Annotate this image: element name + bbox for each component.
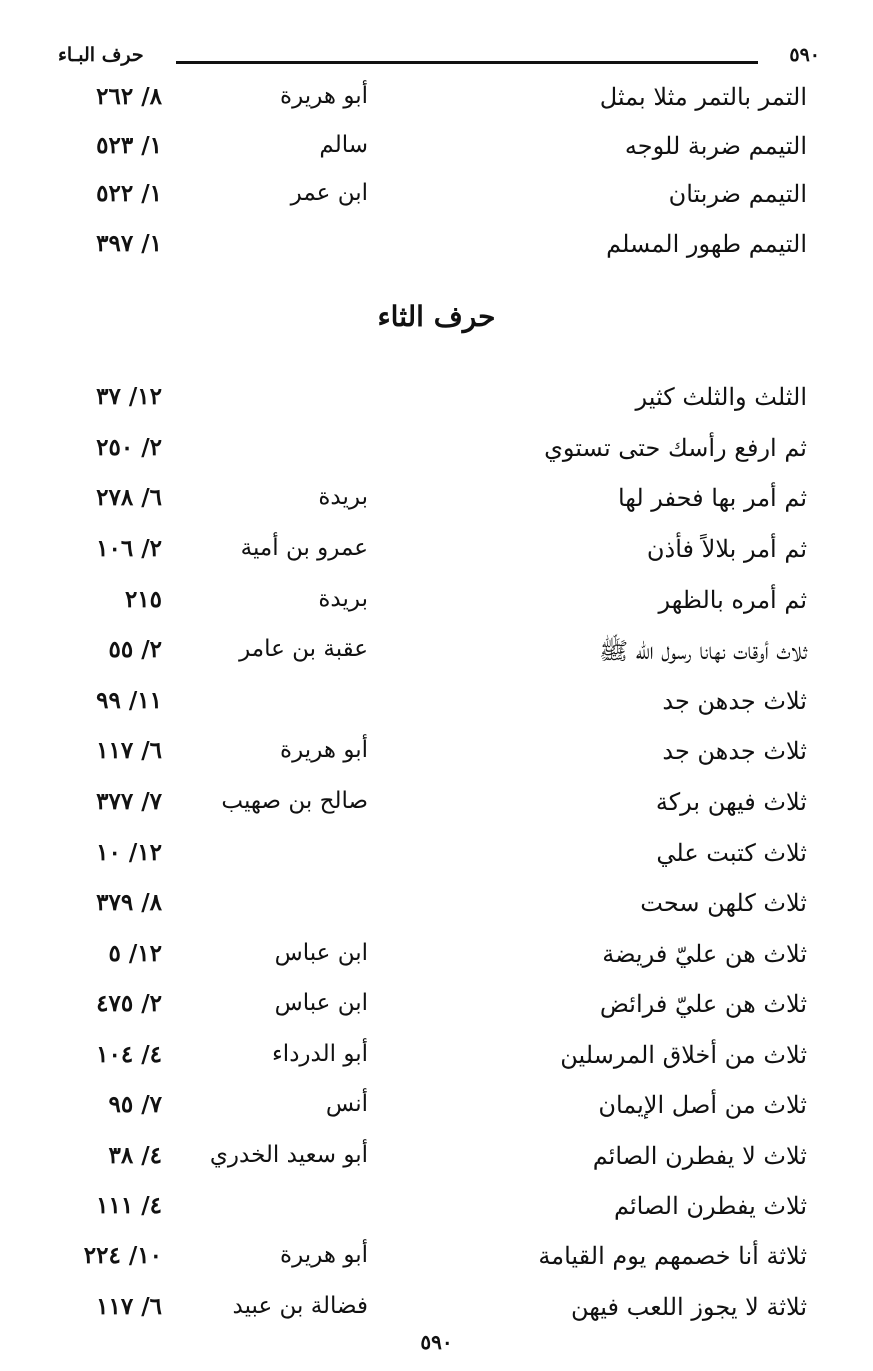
- narrator: أبو سعيد الخدري: [209, 1142, 368, 1168]
- volume-page-ref: ٢/ ٤٧٥: [96, 990, 162, 1017]
- hadith-text: ثلاث كتبت علي: [656, 839, 807, 867]
- index-row: [0, 889, 873, 929]
- running-header: [58, 44, 820, 74]
- section-heading: حرف الثاء: [377, 300, 496, 333]
- hadith-text: ثلاث جدهن جد: [662, 687, 807, 715]
- volume-page-ref: ١١/ ٩٩: [96, 687, 162, 714]
- hadith-text: ثم أمره بالظهر: [658, 586, 807, 614]
- volume-page-ref: ٤/ ١١١: [96, 1192, 162, 1219]
- volume-page-ref: ٢/ ٥٥: [108, 636, 162, 663]
- hadith-text: الثلث والثلث كثير: [635, 383, 807, 411]
- volume-page-ref: ٨/ ٢٦٢: [96, 83, 162, 110]
- hadith-text: ثلاث هن عليّ فريضة: [602, 940, 807, 968]
- narrator: عمرو بن أمية: [240, 535, 368, 561]
- volume-page-ref: ٨/ ٣٧٩: [96, 889, 162, 916]
- index-row: [0, 788, 873, 828]
- index-row: [0, 535, 873, 575]
- index-row: [0, 1091, 873, 1131]
- narrator: سالم: [319, 132, 368, 158]
- index-row: [0, 737, 873, 777]
- index-row: [0, 230, 873, 270]
- index-row: [0, 990, 873, 1030]
- narrator: أنس: [325, 1091, 368, 1117]
- volume-page-ref: ٧/ ٩٥: [108, 1091, 162, 1118]
- hadith-text: ثلاث كلهن سحت: [640, 889, 807, 917]
- hadith-text: ثلاثة لا يجوز اللعب فيهن: [570, 1293, 807, 1321]
- index-row: [0, 940, 873, 980]
- header-page-number: ٥٩٠: [789, 44, 820, 66]
- narrator: أبو هريرة: [280, 83, 368, 109]
- hadith-text: ثم أمر بها فحفر لها: [617, 484, 807, 512]
- volume-page-ref: ٤/ ٣٨: [108, 1142, 162, 1169]
- index-row: [0, 434, 873, 474]
- volume-page-ref: ١/ ٥٢٢: [96, 180, 162, 207]
- index-row: [0, 586, 873, 626]
- volume-page-ref: ٦/ ١١٧: [96, 1293, 162, 1320]
- narrator: ابن عمر: [290, 180, 368, 206]
- index-row: [0, 1142, 873, 1182]
- hadith-text: التيمم ضربة للوجه: [624, 132, 807, 160]
- hadith-text: ثم ارفع رأسك حتى تستوي: [544, 434, 807, 462]
- hadith-text: ثلاثة أنا خصمهم يوم القيامة: [538, 1242, 807, 1270]
- index-row: [0, 1192, 873, 1232]
- narrator: فضالة بن عبيد: [232, 1293, 368, 1319]
- volume-page-ref: ١٢/ ٣٧: [96, 383, 162, 410]
- volume-page-ref: ٢/ ٢٥٠: [96, 434, 162, 461]
- header-section-name: حرف البـاء: [58, 44, 144, 66]
- hadith-text: ثلاث هن عليّ فرائض: [599, 990, 807, 1018]
- hadith-text: ثلاث جدهن جد: [662, 737, 807, 765]
- volume-page-ref: ٧/ ٣٧٧: [96, 788, 162, 815]
- hadith-text: التيمم ضربتان: [668, 180, 807, 208]
- volume-page-ref: ٢/ ١٠٦: [96, 535, 162, 562]
- narrator: ابن عباس: [274, 940, 368, 966]
- index-row: [0, 1041, 873, 1081]
- volume-page-ref: ١/ ٥٢٣: [96, 132, 162, 159]
- hadith-text: ثلاث يفطرن الصائم: [614, 1192, 807, 1220]
- index-row: [0, 83, 873, 123]
- index-row: [0, 132, 873, 172]
- narrator: بريدة: [318, 586, 368, 612]
- hadith-text: ثلاث أوقات نهانا رسول الله ﷺ: [599, 637, 807, 665]
- index-row: [0, 383, 873, 423]
- volume-page-ref: ٦/ ١١٧: [96, 737, 162, 764]
- header-rule: [176, 61, 758, 64]
- hadith-text: ثم أمر بلالاً فأذن: [646, 535, 807, 563]
- volume-page-ref: ١٢/ ١٠: [96, 839, 162, 866]
- index-row: [0, 636, 873, 676]
- narrator: أبو هريرة: [280, 737, 368, 763]
- index-row: [0, 484, 873, 524]
- hadith-text: ثلاث من أخلاق المرسلين: [560, 1041, 807, 1069]
- hadith-text: التيمم طهور المسلم: [606, 230, 807, 258]
- index-row: [0, 180, 873, 220]
- footer-page-number: ٥٩٠: [420, 1330, 453, 1354]
- index-row: [0, 1242, 873, 1282]
- volume-page-ref: ٦/ ٢٧٨: [96, 484, 162, 511]
- volume-page-ref: ٢١٥: [124, 586, 162, 613]
- narrator: عقبة بن عامر: [239, 636, 368, 662]
- narrator: صالح بن صهيب: [221, 788, 368, 814]
- narrator: أبو هريرة: [280, 1242, 368, 1268]
- volume-page-ref: ١٢/ ٥: [108, 940, 162, 967]
- volume-page-ref: ٤/ ١٠٤: [96, 1041, 162, 1068]
- narrator: ابن عباس: [274, 990, 368, 1016]
- hadith-text: ثلاث فيهن بركة: [655, 788, 807, 816]
- index-row: [0, 687, 873, 727]
- narrator: بريدة: [318, 484, 368, 510]
- hadith-text: ثلاث من أصل الإيمان: [598, 1091, 807, 1119]
- hadith-text: ثلاث لا يفطرن الصائم: [592, 1142, 807, 1170]
- hadith-text: التمر بالتمر مثلا بمثل: [599, 83, 807, 111]
- index-row: [0, 839, 873, 879]
- narrator: أبو الدرداء: [271, 1041, 368, 1067]
- volume-page-ref: ١٠/ ٢٢٤: [83, 1242, 162, 1269]
- index-row: [0, 1293, 873, 1333]
- volume-page-ref: ١/ ٣٩٧: [96, 230, 162, 257]
